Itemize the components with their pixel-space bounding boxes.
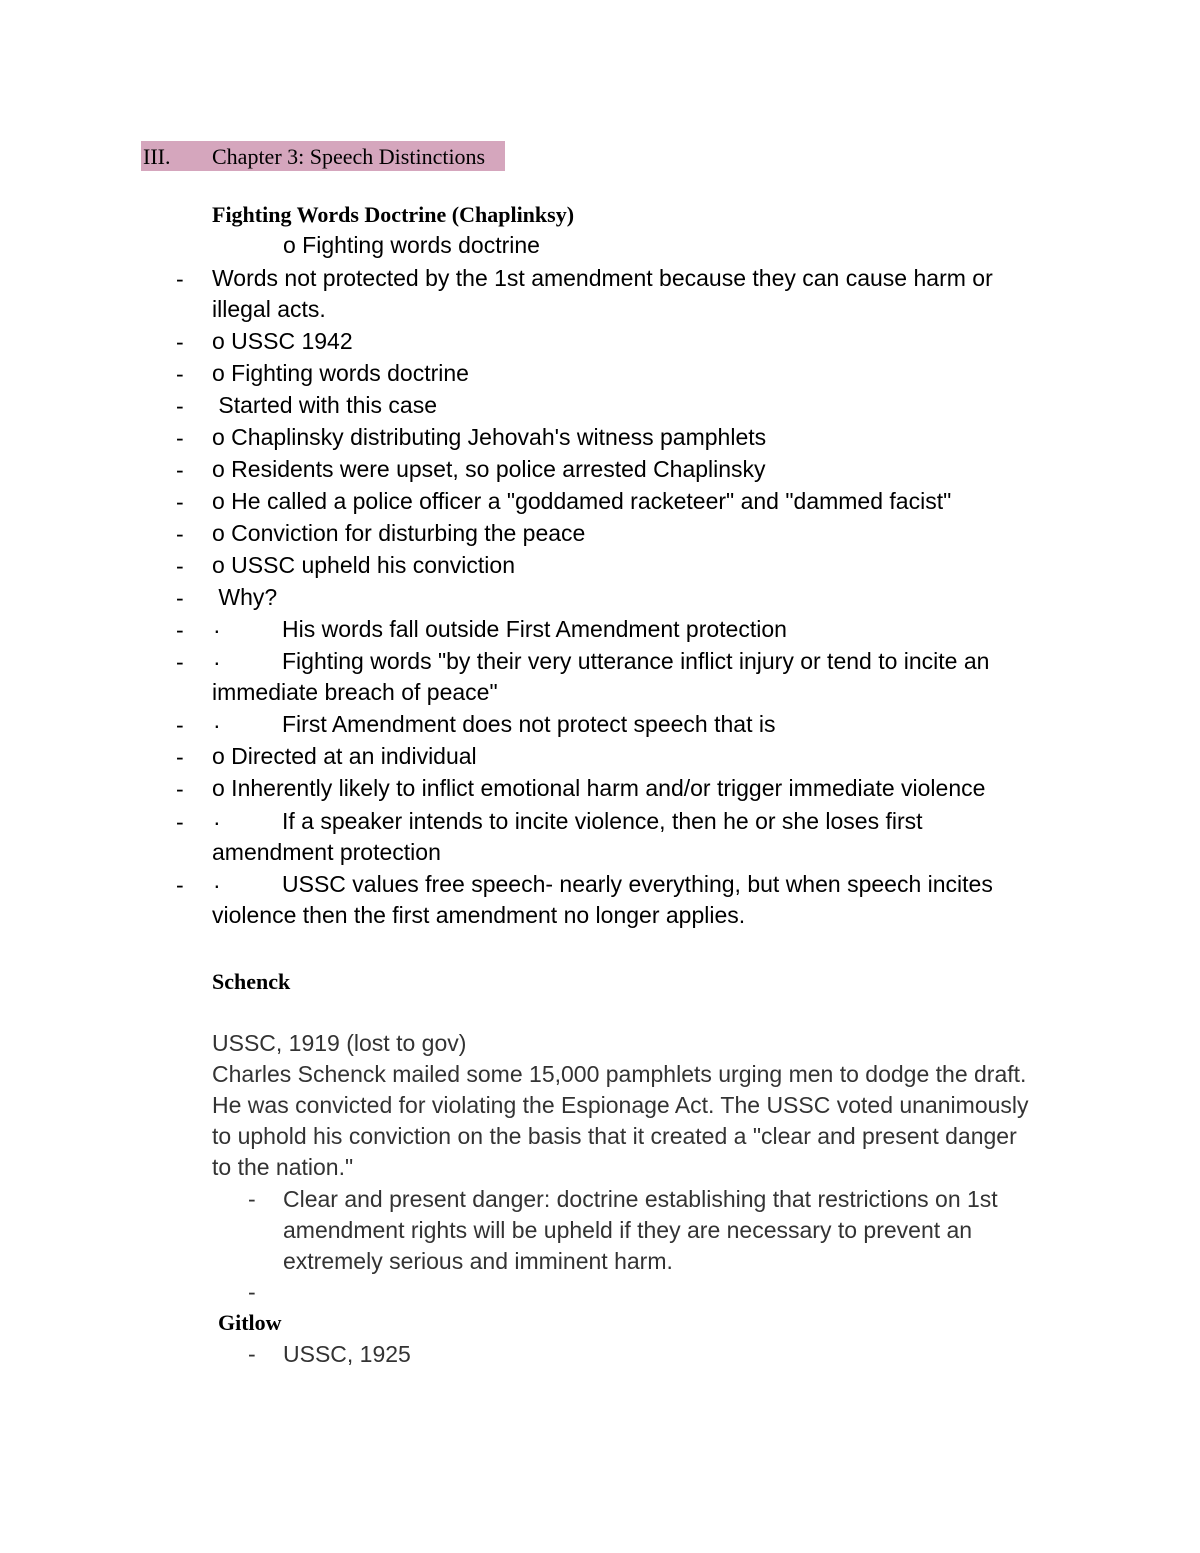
list-item-text: Clear and present danger: doctrine establishing that restrictions on 1st amendment rights will be upheld if they are necessary to prevent an extremely serious and imminent harm. [283, 1186, 998, 1274]
list-item-text: o USSC upheld his conviction [212, 552, 515, 578]
list-item-text: USSC values free speech- nearly everything, but when speech incites violence then the first amendment no longer applies. [212, 871, 993, 928]
dash-marker: - [176, 425, 184, 451]
list-item-text: o Chaplinsky distributing Jehovah's witness pamphlets [212, 424, 767, 450]
list-item-text: If a speaker intends to incite violence, then he or she loses first amendment protection [212, 808, 923, 865]
gitlow-title: Gitlow [218, 1310, 282, 1335]
paragraph-line: USSC, 1919 (lost to gov) [212, 1030, 467, 1056]
list-item-text: o Inherently likely to inflict emotional harm and/or trigger immediate violence [212, 775, 986, 801]
dash-marker: - [176, 361, 184, 387]
list-item [0, 614, 1200, 646]
list-item [0, 773, 1200, 806]
list-item [0, 358, 1200, 390]
dash-marker: - [176, 872, 184, 898]
dot-marker: · [213, 712, 221, 738]
paragraph-line: Charles Schenck mailed some 15,000 pamphlets urging men to dodge the draft. [212, 1061, 1027, 1087]
dash-marker: - [176, 585, 184, 611]
dash-marker: - [176, 489, 184, 515]
dash-marker: - [176, 393, 184, 419]
empty-dash-marker: - [248, 1279, 256, 1305]
dash-marker: - [176, 649, 184, 675]
dash-marker: - [176, 617, 184, 643]
list-item [0, 422, 1200, 454]
dash-marker: - [176, 521, 184, 547]
list-item-text: Fighting words "by their very utterance inflict injury or tend to incite an immediate breach of peace" [212, 648, 990, 705]
schenck-paragraph [212, 1028, 1062, 1183]
list-item [0, 263, 1200, 326]
list-item [0, 709, 1200, 741]
list-item [0, 486, 1200, 518]
list-item [0, 646, 1200, 709]
list-item-text: o He called a police officer a "goddamed racketeer" and "dammed facist" [212, 488, 952, 514]
dot-marker: · [213, 872, 221, 898]
dash-marker: - [176, 266, 184, 292]
dot-marker: · [213, 809, 221, 835]
paragraph-line: to the nation." [212, 1154, 354, 1180]
list-item [0, 518, 1200, 550]
list-item-text: o Directed at an individual [212, 743, 477, 769]
dash-marker: - [176, 712, 184, 738]
fighting-intro-item: o Fighting words doctrine [283, 232, 540, 258]
list-item [0, 869, 1200, 932]
heading-number: III. [143, 144, 171, 169]
list-item-text: o USSC 1942 [212, 328, 353, 354]
list-item [0, 390, 1200, 422]
fighting-words-title: Fighting Words Doctrine (Chaplinksy) [212, 202, 575, 227]
list-item-text: Why? [212, 584, 278, 610]
paragraph-line: He was convicted for violating the Espionage Act. The USSC voted unanimously [212, 1092, 1029, 1118]
dash-marker: - [176, 809, 184, 835]
list-item-text: First Amendment does not protect speech that is [282, 711, 776, 737]
list-item [0, 550, 1200, 582]
dash-marker: - [176, 776, 184, 802]
list-item-text: o Fighting words doctrine [212, 360, 469, 386]
dash-marker: - [176, 553, 184, 579]
list-item-text: His words fall outside First Amendment protection [282, 616, 787, 642]
list-item [0, 741, 1200, 773]
dash-marker: - [248, 1341, 256, 1367]
list-item [0, 806, 1200, 869]
list-item-text: Words not protected by the 1st amendment because they can cause harm or illegal acts. [212, 265, 993, 322]
list-item-text: USSC, 1925 [283, 1341, 411, 1367]
dot-marker: · [213, 617, 221, 643]
fighting-words-list [0, 263, 1200, 932]
list-item [0, 454, 1200, 486]
list-item [0, 326, 1200, 358]
schenck-title: Schenck [212, 969, 291, 994]
list-item-text: o Residents were upset, so police arrested Chaplinsky [212, 456, 766, 482]
list-item-text: Started with this case [212, 392, 437, 418]
list-item [0, 582, 1200, 614]
dash-marker: - [248, 1186, 256, 1212]
list-item-text: o Conviction for disturbing the peace [212, 520, 586, 546]
heading-title: Chapter 3: Speech Distinctions [212, 144, 486, 169]
dash-marker: - [176, 744, 184, 770]
dash-marker: - [176, 329, 184, 355]
dash-marker: - [176, 457, 184, 483]
dot-marker: · [213, 649, 221, 675]
paragraph-line: to uphold his conviction on the basis that it created a "clear and present danger [212, 1123, 1017, 1149]
